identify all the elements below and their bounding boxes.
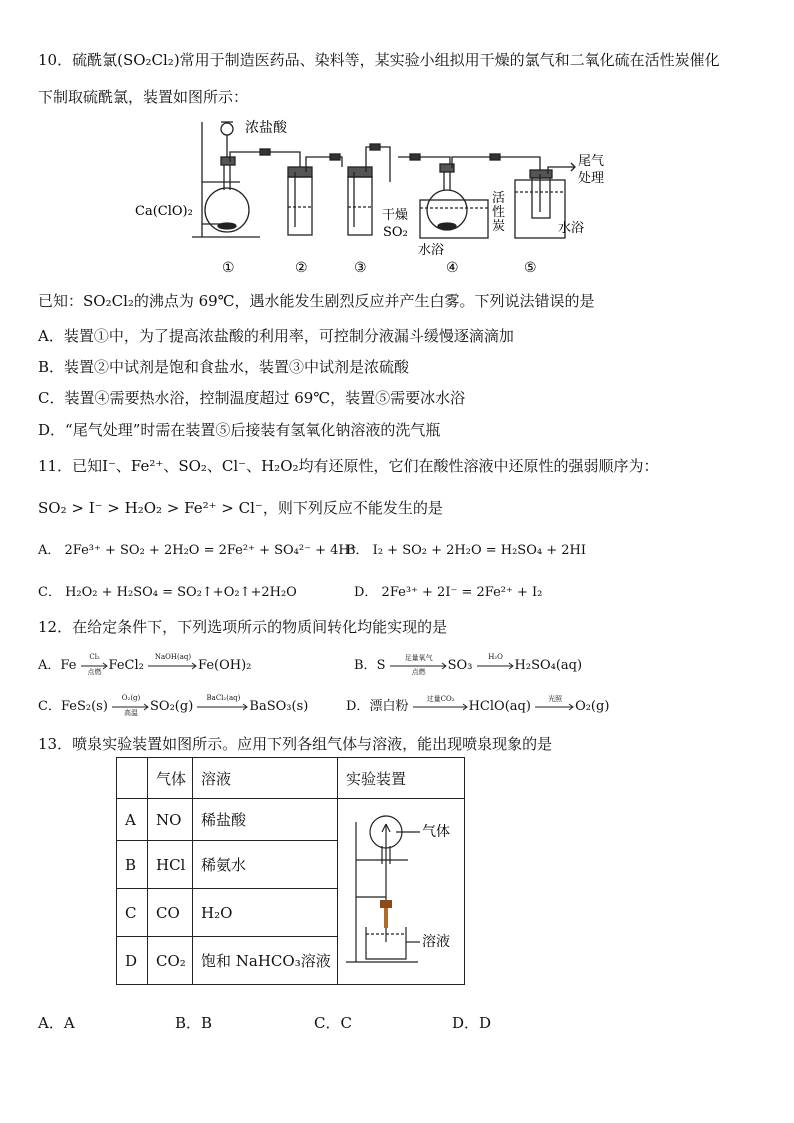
label-water-bath-4: 水浴 (418, 243, 445, 258)
label-dry: 干燥 (382, 208, 409, 223)
label-active-1: 活 (492, 191, 506, 206)
q11-option-c: C． H₂O₂ + H₂SO₄ = SO₂↑+O₂↑+2H₂O (38, 585, 297, 600)
q13-answer-d: D．D (452, 1014, 492, 1032)
q11-option-d: D． 2Fe³⁺ + 2I⁻ = 2Fe²⁺ + I₂ (354, 585, 543, 600)
reaction-arrow: BaCl₂(aq) (197, 703, 249, 711)
label-conc-hcl: 浓盐酸 (245, 120, 287, 136)
row-gas: CO₂ (148, 937, 193, 985)
fig-label-gas: 气体 (422, 823, 450, 840)
q12-option-b: B．S 足量氧气 点燃 SO₃ H₂O H₂SO₄(aq) (354, 652, 583, 676)
reaction-arrow: 过量CO₂ (413, 703, 469, 711)
q13-table (116, 757, 465, 985)
row-gas: NO (148, 799, 193, 841)
table-row (117, 799, 465, 841)
q12-option-d: D．漂白粉 过量CO₂ HClO(aq) 光照 O₂(g) (346, 694, 610, 714)
q11-order: SO₂ > I⁻ > H₂O₂ > Fe²⁺ > Cl⁻，则下列反应不能发生的是 (38, 499, 443, 517)
q12-option-a: A．Fe Cl₂ 点燃 FeCl₂ NaOH(aq) Fe(OH)₂ (38, 652, 252, 676)
row-solution: 饱和 NaHCO₃溶液 (193, 937, 338, 985)
label-num-3: ③ (354, 260, 367, 276)
row-gas: HCl (148, 841, 193, 889)
label-num-4: ④ (446, 260, 459, 276)
reaction-arrow: NaOH(aq) (148, 662, 198, 670)
q11-stem: 11．已知I⁻、Fe²⁺、SO₂、Cl⁻、H₂O₂均有还原性，它们在酸性溶液中还原性的强弱顺序为： (38, 457, 659, 475)
label-tail-1: 尾气 (578, 154, 605, 169)
label-active-2: 性 (492, 205, 506, 220)
row-gas: CO (148, 889, 193, 937)
q11-option-b: B． I₂ + SO₂ + 2H₂O = H₂SO₄ + 2HI (346, 543, 586, 558)
q11-option-a: A． 2Fe³⁺ + SO₂ + 2H₂O = 2Fe²⁺ + SO₄²⁻ + 4H⁺ (38, 543, 357, 558)
header-solution: 溶液 (193, 758, 338, 799)
fig-label-solution: 溶液 (422, 933, 450, 950)
label-num-1: ① (222, 260, 235, 276)
header-apparatus: 实验装置 (338, 758, 465, 799)
q13-answer-b: B．B (175, 1014, 213, 1032)
q12-option-c: C．FeS₂(s) O₂(g) 高温 SO₂(g) BaCl₂(aq) BaSO₃(s) (38, 693, 309, 717)
row-label: D (117, 937, 148, 985)
q10-apparatus-figure (120, 112, 620, 277)
label-water-bath-5: 水浴 (558, 221, 585, 236)
q10-option-d: D．“尾气处理”时需在装置⑤后接装有氢氧化钠溶液的洗气瓶 (38, 421, 441, 439)
row-solution: 稀盐酸 (193, 799, 338, 841)
reaction-arrow: O₂(g) 高温 (112, 703, 150, 711)
q10-stem-line1: 10．硫酰氯(SO₂Cl₂)常用于制造医药品、染料等，某实验小组拟用干燥的氯气和二氧化硫在活性炭催化 (38, 51, 720, 69)
table-header-row (117, 758, 465, 799)
header-label (117, 758, 148, 799)
label-tail-2: 处理 (578, 171, 605, 186)
row-solution: 稀氨水 (193, 841, 338, 889)
q13-answer-c: C．C (314, 1014, 352, 1032)
label-num-2: ② (295, 260, 308, 276)
q10-option-b: B．装置②中试剂是饱和食盐水，装置③中试剂是浓硫酸 (38, 358, 410, 376)
label-num-5: ⑤ (524, 260, 537, 276)
fountain-apparatus-figure (338, 802, 464, 982)
q10-stem-line2: 下制取硫酰氯，装置如图所示： (38, 88, 249, 106)
row-label: A (117, 799, 148, 841)
reaction-arrow: Cl₂ 点燃 (81, 662, 109, 670)
label-caclo2: Ca(ClO)₂ (135, 204, 193, 219)
reaction-arrow: 光照 (535, 703, 575, 711)
reaction-arrow: 足量氧气 点燃 (390, 662, 448, 670)
row-solution: H₂O (193, 889, 338, 937)
reaction-arrow: H₂O (477, 662, 515, 670)
row-label: B (117, 841, 148, 889)
label-active-3: 炭 (492, 219, 506, 234)
q10-option-a: A．装置①中，为了提高浓盐酸的利用率，可控制分液漏斗缓慢逐滴滴加 (38, 327, 514, 345)
header-gas: 气体 (148, 758, 193, 799)
q13-stem: 13．喷泉实验装置如图所示。应用下列各组气体与溶液，能出现喷泉现象的是 (38, 735, 553, 753)
q13-answer-a: A．A (38, 1014, 75, 1032)
apparatus-cell (338, 799, 465, 985)
q10-known: 已知：SO₂Cl₂的沸点为 69℃，遇水能发生剧烈反应并产生白雾。下列说法错误的是 (38, 292, 595, 310)
q12-stem: 12．在给定条件下，下列选项所示的物质间转化均能实现的是 (38, 618, 448, 636)
q10-option-c: C．装置④需要热水浴，控制温度超过 69℃，装置⑤需要冰水浴 (38, 389, 466, 407)
label-so2: SO₂ (383, 225, 408, 240)
row-label: C (117, 889, 148, 937)
